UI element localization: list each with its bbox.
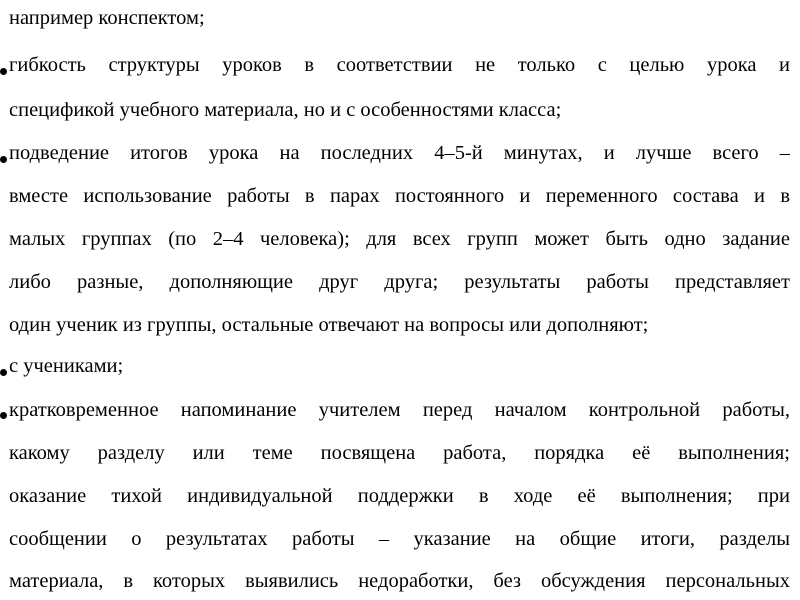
text-line: например конспектом; (9, 7, 205, 29)
text-line: малых группах (по 2–4 человека); для всех групп может быть одно задание (9, 228, 790, 250)
text-line: один ученик из группы, остальные отвечают на вопросы или дополняют; (9, 314, 649, 336)
text-line: гибкость структуры уроков в соответствии не только с целью урока и (9, 54, 790, 76)
text-line: оказание тихой индивидуальной поддержки в ходе её выполнения; при (9, 485, 790, 507)
text-line: спецификой учебного материала, но и с особенностями класса; (9, 99, 562, 121)
bullet-icon (0, 412, 7, 419)
text-line: либо разные, дополняющие друг друга; результаты работы представляет (9, 271, 790, 293)
text-line: подведение итогов урока на последних 4–5-й минутах, и лучше всего – (9, 142, 790, 164)
bullet-icon (0, 156, 7, 163)
text-line: с учениками; (9, 355, 124, 377)
text-line: вместе использование работы в парах постоянного и переменного состава и в (9, 185, 790, 207)
text-line: сообщении о результатах работы – указание на общие итоги, разделы (9, 528, 790, 550)
text-line: кратковременное напоминание учителем перед началом контрольной работы, (9, 399, 790, 421)
bullet-icon (0, 369, 7, 376)
text-line: материала, в которых выявились недоработки, без обсуждения персональных (9, 570, 790, 592)
bullet-icon (0, 68, 7, 75)
text-line: какому разделу или теме посвящена работа, порядка её выполнения; (9, 442, 790, 464)
